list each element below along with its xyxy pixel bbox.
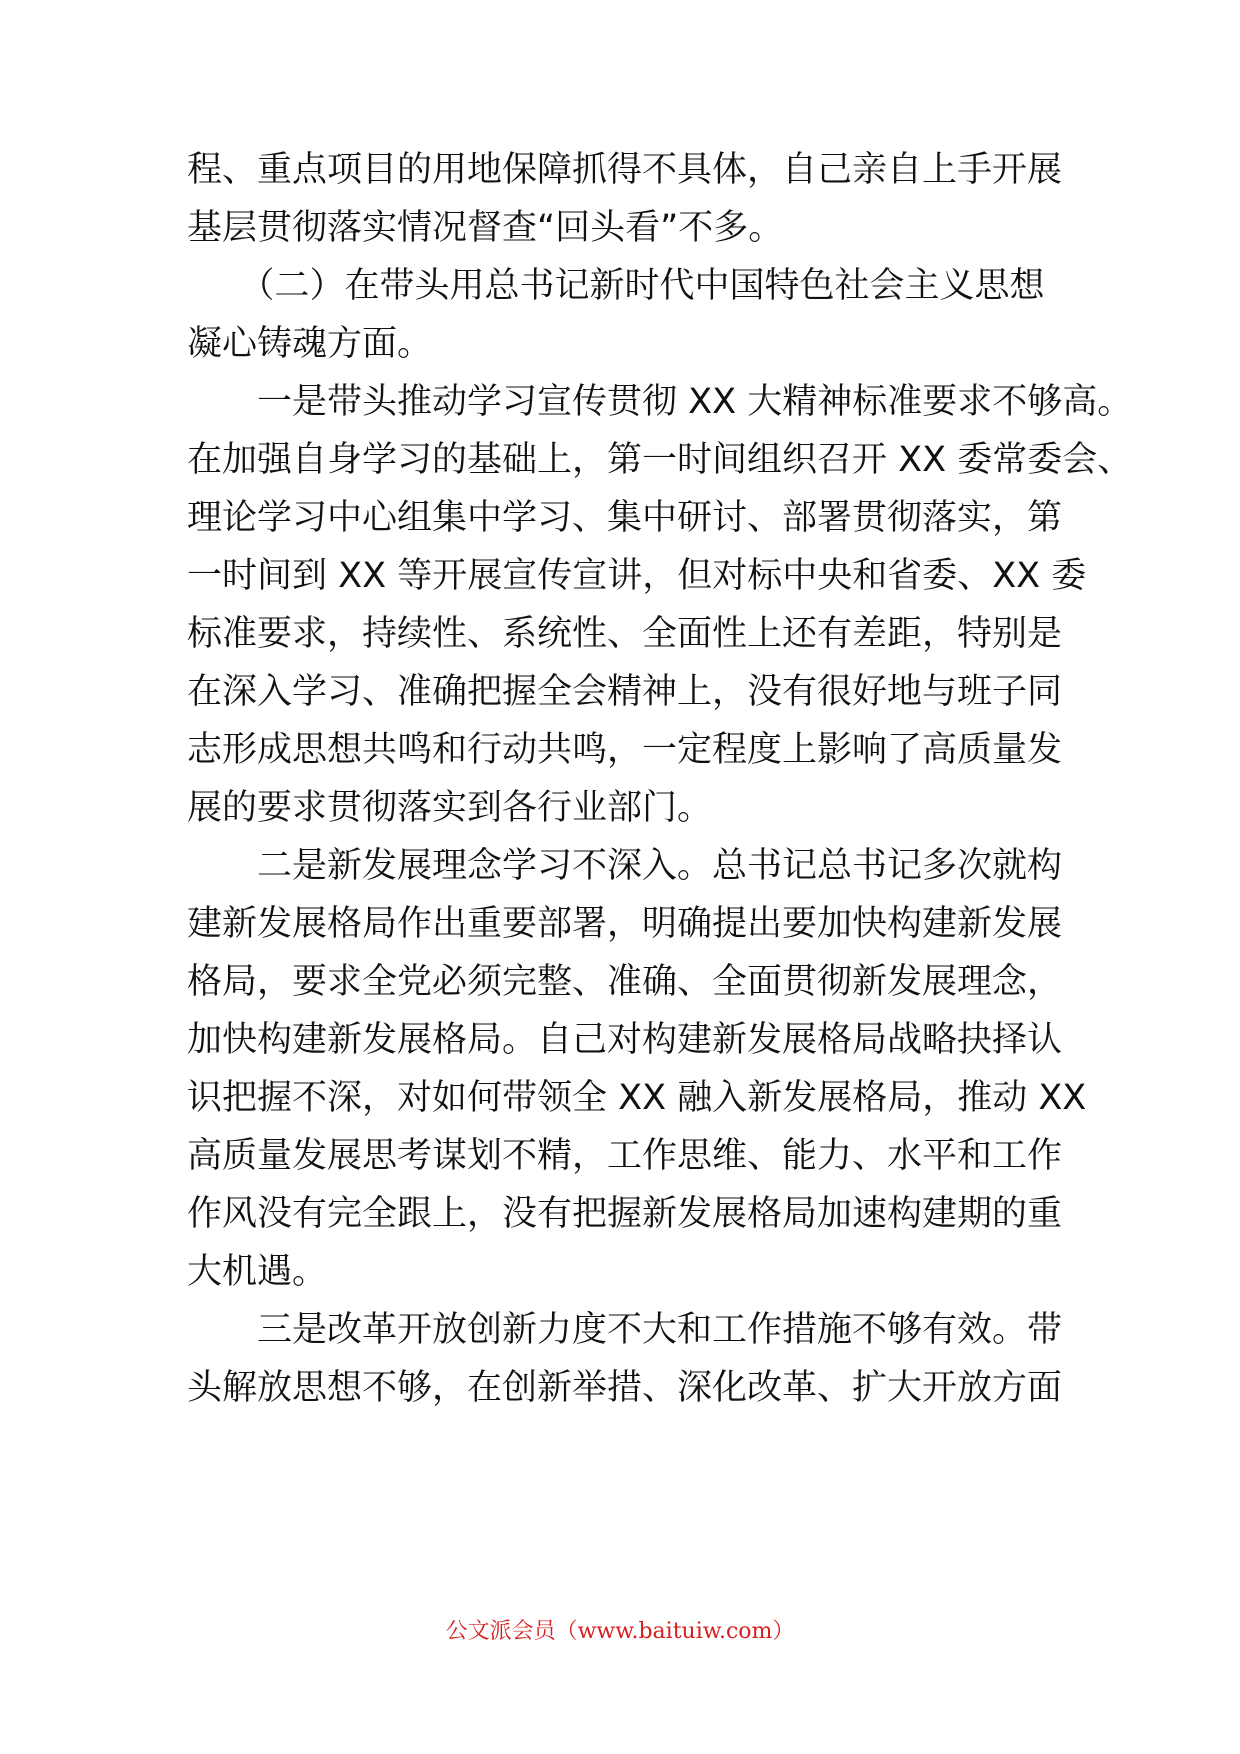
text-line: 格局，要求全党必须完整、准确、全面贯彻新发展理念， — [187, 962, 1063, 1002]
text-line: 志形成思想共鸣和行动共鸣，一定程度上影响了高质量发 — [187, 730, 1063, 770]
text-line: 头解放思想不够，在创新举措、深化改革、扩大开放方面 — [187, 1368, 1063, 1408]
text-line: 三是改革开放创新力度不大和工作措施不够有效。带 — [187, 1310, 1063, 1350]
section-heading: （二）在带头用总书记新时代中国特色社会主义思想 — [187, 266, 1045, 306]
text-line: 建新发展格局作出重要部署，明确提出要加快构建新发展 — [187, 904, 1063, 944]
footer-watermark: 公文派会员（www.baituiw.com） — [445, 1619, 795, 1644]
text-line: 高质量发展思考谋划不精，工作思维、能力、水平和工作 — [187, 1136, 1063, 1176]
text-line: 在加强自身学习的基础上，第一时间组织召开 XX 委常委会、 — [187, 440, 1133, 480]
text-line: 基层贯彻落实情况督查“回头看”不多。 — [187, 208, 784, 248]
text-line: 标准要求，持续性、系统性、全面性上还有差距，特别是 — [187, 614, 1063, 654]
text-line: 一时间到 XX 等开展宣传宣讲，但对标中央和省委、XX 委 — [187, 556, 1087, 596]
text-line: 一是带头推动学习宣传贯彻 XX 大精神标准要求不够高。 — [187, 382, 1133, 422]
text-line: 程、重点项目的用地保障抓得不具体，自己亲自上手开展 — [187, 150, 1063, 190]
text-line: 展的要求贯彻落实到各行业部门。 — [187, 788, 713, 828]
section-heading: 凝心铸魂方面。 — [187, 324, 433, 364]
text-line: 在深入学习、准确把握全会精神上，没有很好地与班子同 — [187, 672, 1063, 712]
text-line: 理论学习中心组集中学习、集中研讨、部署贯彻落实，第 — [187, 498, 1063, 538]
text-line: 作风没有完全跟上，没有把握新发展格局加速构建期的重 — [187, 1194, 1063, 1234]
text-line: 大机遇。 — [187, 1252, 328, 1292]
text-line: 加快构建新发展格局。自己对构建新发展格局战略抉择认 — [187, 1020, 1063, 1060]
text-line: 二是新发展理念学习不深入。总书记总书记多次就构 — [187, 846, 1063, 886]
text-line: 识把握不深，对如何带领全 XX 融入新发展格局，推动 XX — [187, 1078, 1087, 1118]
